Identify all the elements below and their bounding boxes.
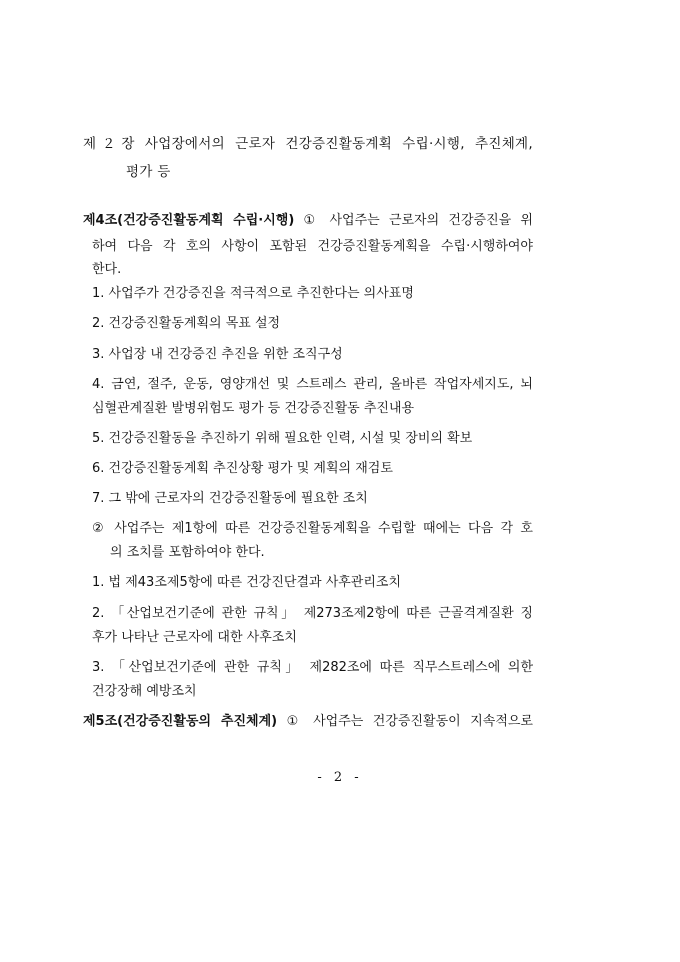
article-4-line1-text: ① 사업주는 근로자의 건강증진을 위 [294,213,533,228]
article-4-line-2: 하여 다음 각 호의 사항이 포함된 건강증진활동계획을 수립·시행하여야 [92,239,533,254]
article-4-item-5: 5. 건강증진활동을 추진하기 위해 필요한 인력, 시설 및 장비의 확보 [92,431,473,446]
article-4-para2-item-2: 2. 「산업보건기준에 관한 규칙」 제273조제2항에 따른 근골격계질환 징 [92,606,533,621]
article-4-item-6: 6. 건강증진활동계획 추진상황 평가 및 계획의 재검토 [92,461,393,476]
article-5-line1-text: ① 사업주는 건강증진활동이 지속적으로 [277,714,533,729]
article-4-para2-item-1: 1. 법 제43조제5항에 따른 건강진단결과 사후관리조치 [92,575,402,590]
article-5-first-line [83,713,533,731]
article-4-paragraph-2-line-1: ② 사업주는 제1항에 따른 건강증진활동계획을 수립할 때에는 다음 각 호 [92,521,533,536]
article-4-item-2: 2. 건강증진활동계획의 목표 설정 [92,316,281,331]
chapter-heading-line-1: 제２장 사업장에서의 근로자 건강증진활동계획 수립·시행, 추진체계, [83,136,533,152]
article-4-title: 제4조(건강증진활동계획 수립·시행) [83,213,295,228]
article-4-item-4-continued: 심혈관계질환 발병위험도 평가 등 건강증진활동 추진내용 [92,401,415,416]
article-4-item-7: 7. 그 밖에 근로자의 건강증진활동에 필요한 조치 [92,491,368,506]
article-5-title: 제5조(건강증진활동의 추진체계) [83,714,278,729]
article-4-first-line [83,212,533,230]
chapter-heading-line-2: 평가 등 [126,164,171,180]
article-4-line-3: 한다. [92,262,122,277]
article-4-item-3: 3. 사업장 내 건강증진 추진을 위한 조직구성 [92,347,343,362]
article-4-item-4: 4. 금연, 절주, 운동, 영양개선 및 스트레스 관리, 올바른 작업자세지도, 뇌 [92,377,533,392]
article-4-para2-item-3: 3. 「산업보건기준에 관한 규칙」 제282조에 따른 직무스트레스에 의한 [92,660,533,675]
article-4-item-1: 1. 사업주가 건강증진을 적극적으로 추진한다는 의사표명 [92,286,414,301]
page-number: - 2 - [317,770,363,785]
article-4-para2-item-2-continued: 후가 나타난 근로자에 대한 사후조치 [92,630,297,645]
article-4-paragraph-2-line-2: 의 조치를 포함하여야 한다. [110,545,265,560]
article-4-para2-item-3-continued: 건강장해 예방조치 [92,684,197,699]
